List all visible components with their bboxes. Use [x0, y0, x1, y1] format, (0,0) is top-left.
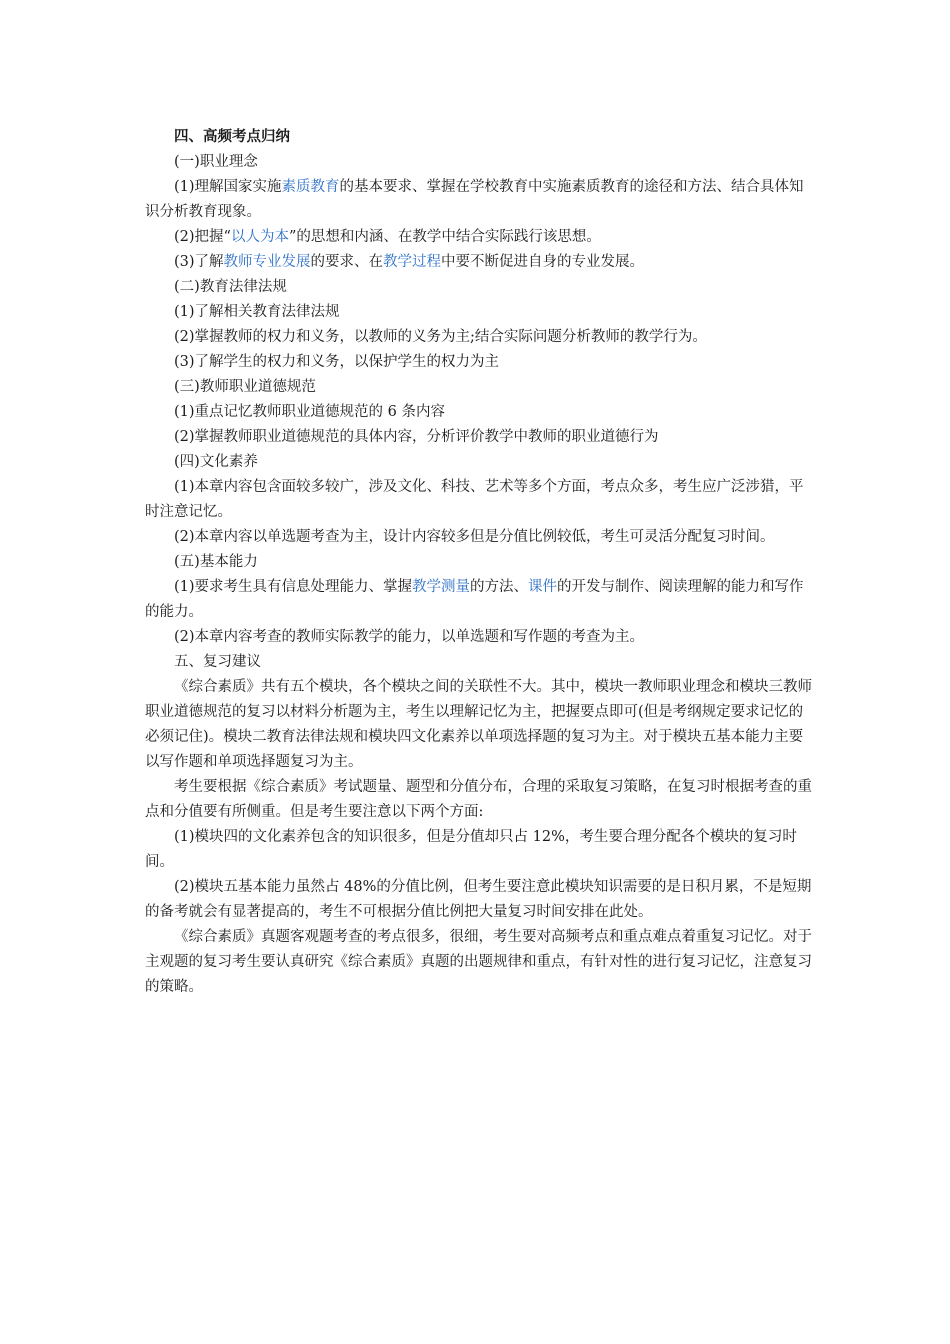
paragraph: (1)理解国家实施素质教育的基本要求、掌握在学校教育中实施素质教育的途径和方法、结合具体知识分析教育现象。	[145, 179, 804, 220]
paragraph: (1)本章内容包含面较多较广，涉及文化、科技、艺术等多个方面，考点众多，考生应广泛涉猎，平时注意记忆。	[145, 479, 804, 520]
paragraph: (1)重点记忆教师职业道德规范的 6 条内容	[174, 404, 445, 420]
link-teaching-measurement[interactable]: 教学测量	[412, 579, 471, 595]
paragraph: 《综合素质》真题客观题考查的考点很多，很细，考生要对高频考点和重点难点着重复习记忆。对于主观题的复习考生要认真研究《综合素质》真题的出题规律和重点，有针对性的进行复习记忆，注意复习的策略。	[145, 929, 812, 995]
subsection-title: (一)职业理念	[174, 154, 258, 170]
paragraph: (1)模块四的文化素养包含的知识很多，但是分值却只占 12%，考生要合理分配各个模块的复习时间。	[145, 829, 797, 870]
paragraph: (1)要求考生具有信息处理能力、掌握教学测量的方法、课件的开发与制作、阅读理解的能力和写作的能力。	[145, 579, 804, 620]
paragraph: (3)了解学生的权力和义务，以保护学生的权力为主	[174, 354, 500, 370]
section-heading: 四、高频考点归纳	[174, 129, 290, 145]
section-title: 五、复习建议	[174, 654, 261, 670]
paragraph: 考生要根据《综合素质》考试题量、题型和分值分布，合理的采取复习策略，在复习时根据考查的重点和分值要有所侧重。但是考生要注意以下两个方面:	[145, 779, 812, 820]
paragraph: (2)掌握教师的权力和义务，以教师的义务为主;结合实际问题分析教师的教学行为。	[174, 329, 707, 345]
link-teacher-development[interactable]: 教师专业发展	[223, 254, 311, 270]
paragraph: (2)把握“以人为本”的思想和内涵、在教学中结合实际践行该思想。	[174, 229, 601, 245]
paragraph: (2)本章内容以单选题考查为主，设计内容较多但是分值比例较低，考生可灵活分配复习时间。	[174, 529, 775, 545]
subsection-title: (二)教育法律法规	[174, 279, 287, 295]
link-teaching-process[interactable]: 教学过程	[383, 254, 442, 270]
paragraph: (2)掌握教师职业道德规范的具体内容，分析评价教学中教师的职业道德行为	[174, 429, 659, 445]
link-people-oriented[interactable]: 以人为本	[230, 229, 289, 245]
subsection-title: (三)教师职业道德规范	[174, 379, 316, 395]
paragraph: (3)了解教师专业发展的要求、在教学过程中要不断促进自身的专业发展。	[174, 254, 645, 270]
subsection-title: (四)文化素养	[174, 454, 258, 470]
paragraph: (1)了解相关教育法律法规	[174, 304, 340, 320]
document-page	[145, 120, 815, 1000]
link-quality-education[interactable]: 素质教育	[281, 179, 340, 195]
paragraph: 《综合素质》共有五个模块，各个模块之间的关联性不大。其中，模块一教师职业理念和模块三教师职业道德规范的复习以材料分析题为主，考生以理解记忆为主，把握要点即可(但是考纲规定要求记忆的必须记住)。模块二教育法律法规和模块四文化素养以单项选择题的复习为主。对于模块五基本能力主要以写作题和单项选择题复习为主。	[145, 679, 812, 770]
paragraph: (2)本章内容考查的教师实际教学的能力，以单选题和写作题的考查为主。	[174, 629, 645, 645]
subsection-title: (五)基本能力	[174, 554, 258, 570]
paragraph: (2)模块五基本能力虽然占 48%的分值比例，但考生要注意此模块知识需要的是日积月累，不是短期的备考就会有显著提高的，考生不可根据分值比例把大量复习时间安排在此处。	[145, 879, 812, 920]
link-courseware[interactable]: 课件	[528, 579, 558, 595]
